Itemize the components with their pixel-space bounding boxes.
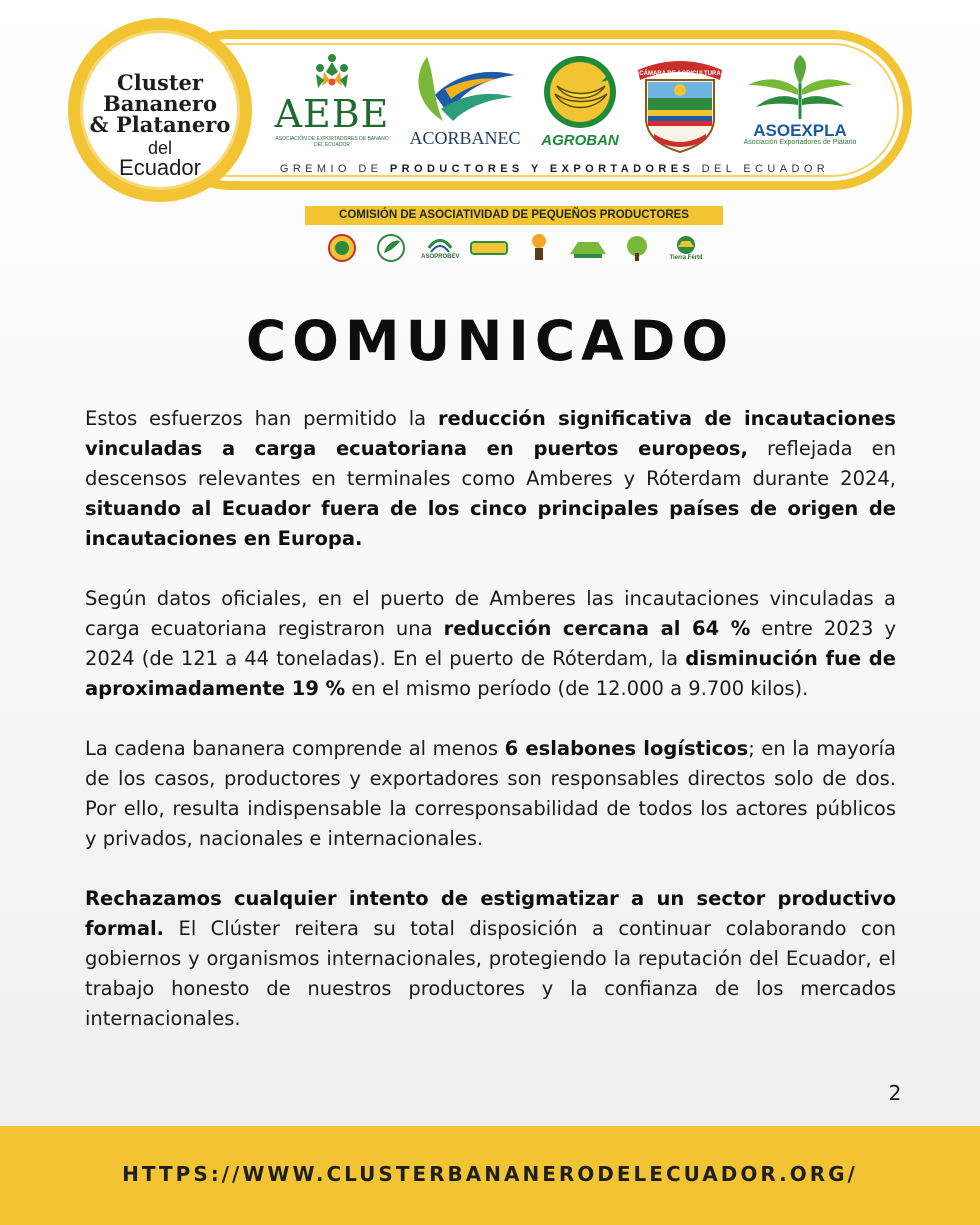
paragraph-3 <box>85 734 896 854</box>
p2-text-c: entre 2023 y 2024 (de 121 a 44 toneladas). En el puerto de Róterdam, la <box>85 617 896 670</box>
page-title: COMUNICADO <box>245 309 735 373</box>
small-logo-1 <box>322 232 362 264</box>
p2-bold-d: disminución fue de aproximadamente 19 % <box>85 647 896 700</box>
small-logo-2 <box>371 232 411 264</box>
footer-bar <box>0 1126 980 1225</box>
figure-icon <box>526 232 552 264</box>
wave-icon <box>427 236 453 254</box>
p1-text-c: reflejada en descensos relevantes en terminales como Amberes y Róterdam durante 2024, <box>85 437 896 490</box>
tierra-fertil-icon <box>672 235 700 255</box>
cluster-logo-line5: Ecuador <box>119 155 201 180</box>
small-logo-6 <box>568 232 608 264</box>
p3-text-a: La cadena bananera comprende al menos <box>85 737 505 760</box>
agroban-logo <box>535 54 625 154</box>
website-url-link[interactable]: HTTPS://WWW.CLUSTERBANANERODELECUADOR.ORG/ <box>122 1162 858 1186</box>
cluster-logo-line4: del <box>147 138 173 158</box>
p1-text-a: Estos esfuerzos han permitido la <box>85 407 438 430</box>
p2-text-a: Según datos oficiales, en el puerto de Amberes las incautaciones vinculadas a carga ecuatoriana registraron una <box>85 587 896 640</box>
p4-bold-a: Rechazamos cualquier intento de estigmatizar a un sector productivo formal. <box>85 887 896 940</box>
small-logo-asoprobev <box>420 232 460 264</box>
gremio-bold: PRODUCTORES Y EXPORTADORES <box>389 163 695 175</box>
p4-text-b: El Clúster reitera su total disposición a continuar colaborando con gobiernos y organismos internacionales, protegiendo la reputación del Ecuador, el trabajo honesto de nuestros productores y la confianza de los mercados internacionales. <box>85 917 896 1030</box>
round-seal-icon <box>327 233 357 263</box>
cluster-logo-line2: Bananero <box>103 91 217 116</box>
green-field-icon <box>568 236 608 260</box>
small-logo-7 <box>617 232 657 264</box>
p3-text-c: ; en la mayoría de los casos, productores y exportadores son responsables directos solo de dos. Por ello, resulta indispensable la corresponsabilidad de todos los actores públicos y privados, nacionales e internacionales. <box>85 737 896 850</box>
aebe-logo <box>272 50 392 160</box>
acorbanec-logo-text: ACORBANEC <box>409 128 521 148</box>
page-number: 2 <box>888 1081 902 1105</box>
p2-text-e: en el mismo período (de 12.000 a 9.700 kilos). <box>345 677 809 700</box>
camara-agricultura-logo <box>632 56 728 156</box>
acorbanec-leaf-icon <box>405 55 525 127</box>
p2-bold-b: reducción cercana al 64 % <box>443 617 751 640</box>
asoprobev-label: ASOPROBEV <box>421 254 460 260</box>
yellow-plaque-icon <box>469 238 509 258</box>
agroban-logo-text: AGROBAN <box>541 132 619 149</box>
cluster-logo <box>68 18 252 202</box>
cluster-logo-line1: Cluster <box>117 70 203 95</box>
tree-seal-icon <box>622 233 652 263</box>
asoexpla-logo-text: ASOEXPLA <box>753 121 847 140</box>
leaf-seal-icon <box>376 233 406 263</box>
small-logo-5 <box>519 232 559 264</box>
small-logo-tierra-fertil <box>666 232 706 264</box>
cluster-logo-line3: & Platanero <box>89 112 231 137</box>
aebe-logo-subtitle: ASOCIACIÓN DE EXPORTADORES DE BANANO DEL ECUADOR <box>275 136 389 148</box>
cluster-logo-text <box>80 72 240 179</box>
asoexpla-logo <box>742 55 858 155</box>
acorbanec-logo <box>405 55 525 155</box>
asoexpla-plant-icon <box>742 55 858 121</box>
p1-bold-d: situando al Ecuador fuera de los cinco principales países de origen de incautaciones en Europa. <box>85 497 896 550</box>
gremio-suffix: DEL ECUADOR <box>701 163 830 175</box>
small-producer-logos <box>322 229 706 267</box>
asoexpla-logo-subtitle: Asociación Exportadores de Plátano <box>743 139 857 146</box>
agroban-banana-icon <box>535 54 625 132</box>
gremio-prefix: GREMIO DE <box>279 163 383 175</box>
p1-bold-b: reducción significativa de incautaciones vinculadas a carga ecuatoriana en puertos europeos, <box>85 407 896 460</box>
camara-arc-label: CÁMARA DE AGRICULTURA <box>639 71 721 77</box>
gremio-tagline <box>272 163 837 175</box>
paragraph-4 <box>85 884 896 1034</box>
p3-bold-b: 6 eslabones logísticos <box>504 737 749 760</box>
tierra-fertil-label: Tierra Fértil <box>669 255 703 261</box>
camara-shield-icon <box>632 56 728 156</box>
aebe-figures-icon <box>272 50 392 100</box>
paragraph-2 <box>85 584 896 704</box>
comision-banner: COMISIÓN DE ASOCIATIVIDAD DE PEQUEÑOS PRODUCTORES <box>305 206 723 225</box>
paragraph-1 <box>85 404 896 554</box>
aebe-logo-text: AEBE <box>274 92 390 136</box>
small-logo-4 <box>469 232 509 264</box>
communique-body <box>85 404 896 1064</box>
